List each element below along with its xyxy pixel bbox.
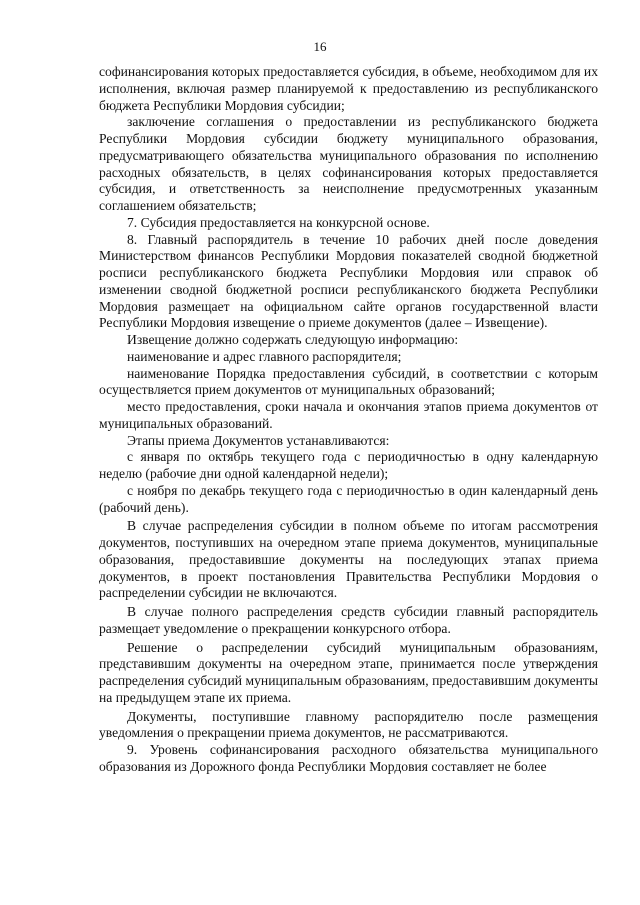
paragraph: с января по октябрь текущего года с периодичностью в одну календарную неделю (рабочие дни одной календарной недели);: [99, 449, 598, 481]
paragraph: наименование и адрес главного распорядителя;: [127, 348, 402, 364]
paragraph: Этапы приема Документов устанавливаются:: [127, 432, 390, 448]
paragraph: В случае полного распределения средств субсидии главный распорядитель размещает уведомление о прекращении конкурсного отбора.: [99, 604, 598, 636]
paragraph: В случае распределения субсидии в полном объеме по итогам рассмотрения документов, поступивших на очередном этапе приема документов, муниципальные образования, предоставившие документы на последующих этапах приема документов, в проект постановления Правительства Республики Мордовия о распределении субсидии не включаются.: [99, 518, 598, 601]
paragraph: 8. Главный распорядитель в течение 10 рабочих дней после доведения Министерством финансов Республики Мордовия показателей сводной бюджетной росписи республиканского бюджета Республики Мордовия или справок об изменении сводной бюджетной росписи республиканского бюджета Республики Мордовия размещает на официальном сайте органов государственной власти Республики Мордовия извещение о приеме документов (далее – Извещение).: [99, 231, 598, 331]
scan-edge-marks: [626, 540, 634, 880]
paragraph: софинансирования которых предоставляется субсидия, в объеме, необходимом для их исполнения, включая размер планируемой к предоставлению из республиканского бюджета Республики Мордовия субсидии;: [99, 64, 598, 113]
paragraph: заключение соглашения о предоставлении из республиканского бюджета Республики Мордовия субсидии бюджету муниципального образования, предусматривающего обязательства муниципального образования по исполнению расходных обязательств, в целях софинансирования которых предоставляется субсидия, и ответственность за неисполнение предусмотренных указанным соглашением обязательств;: [99, 114, 598, 213]
paragraph: Решение о распределении субсидий муниципальным образованиям, представившим документы на очередном этапе, принимается после утверждения распределения субсидий муниципальным образованиям, предоставившим документы на предыдущем этапе их приема.: [99, 639, 598, 705]
paragraph: место предоставления, сроки начала и окончания этапов приема документов от муниципальных образований.: [99, 399, 598, 431]
paragraph: Извещение должно содержать следующую информацию:: [127, 332, 459, 347]
page-number: 16: [313, 39, 327, 54]
paragraph: Документы, поступившие главному распорядителю после размещения уведомления о прекращении приема документов, не рассматриваются.: [99, 708, 598, 741]
paragraph: 7. Субсидия предоставляется на конкурсной основе.: [127, 214, 430, 230]
paragraph: с ноября по декабрь текущего года с периодичностью в один календарный день (рабочий день).: [99, 482, 598, 515]
document-body: [99, 64, 598, 776]
paragraph: наименование Порядка предоставления субсидий, в соответствии с которым осуществляется прием документов от муниципальных образований;: [99, 365, 598, 398]
paragraph: 9. Уровень софинансирования расходного обязательства муниципального образования из Дорожного фонда Республики Мордовия составляет не более: [99, 742, 598, 774]
